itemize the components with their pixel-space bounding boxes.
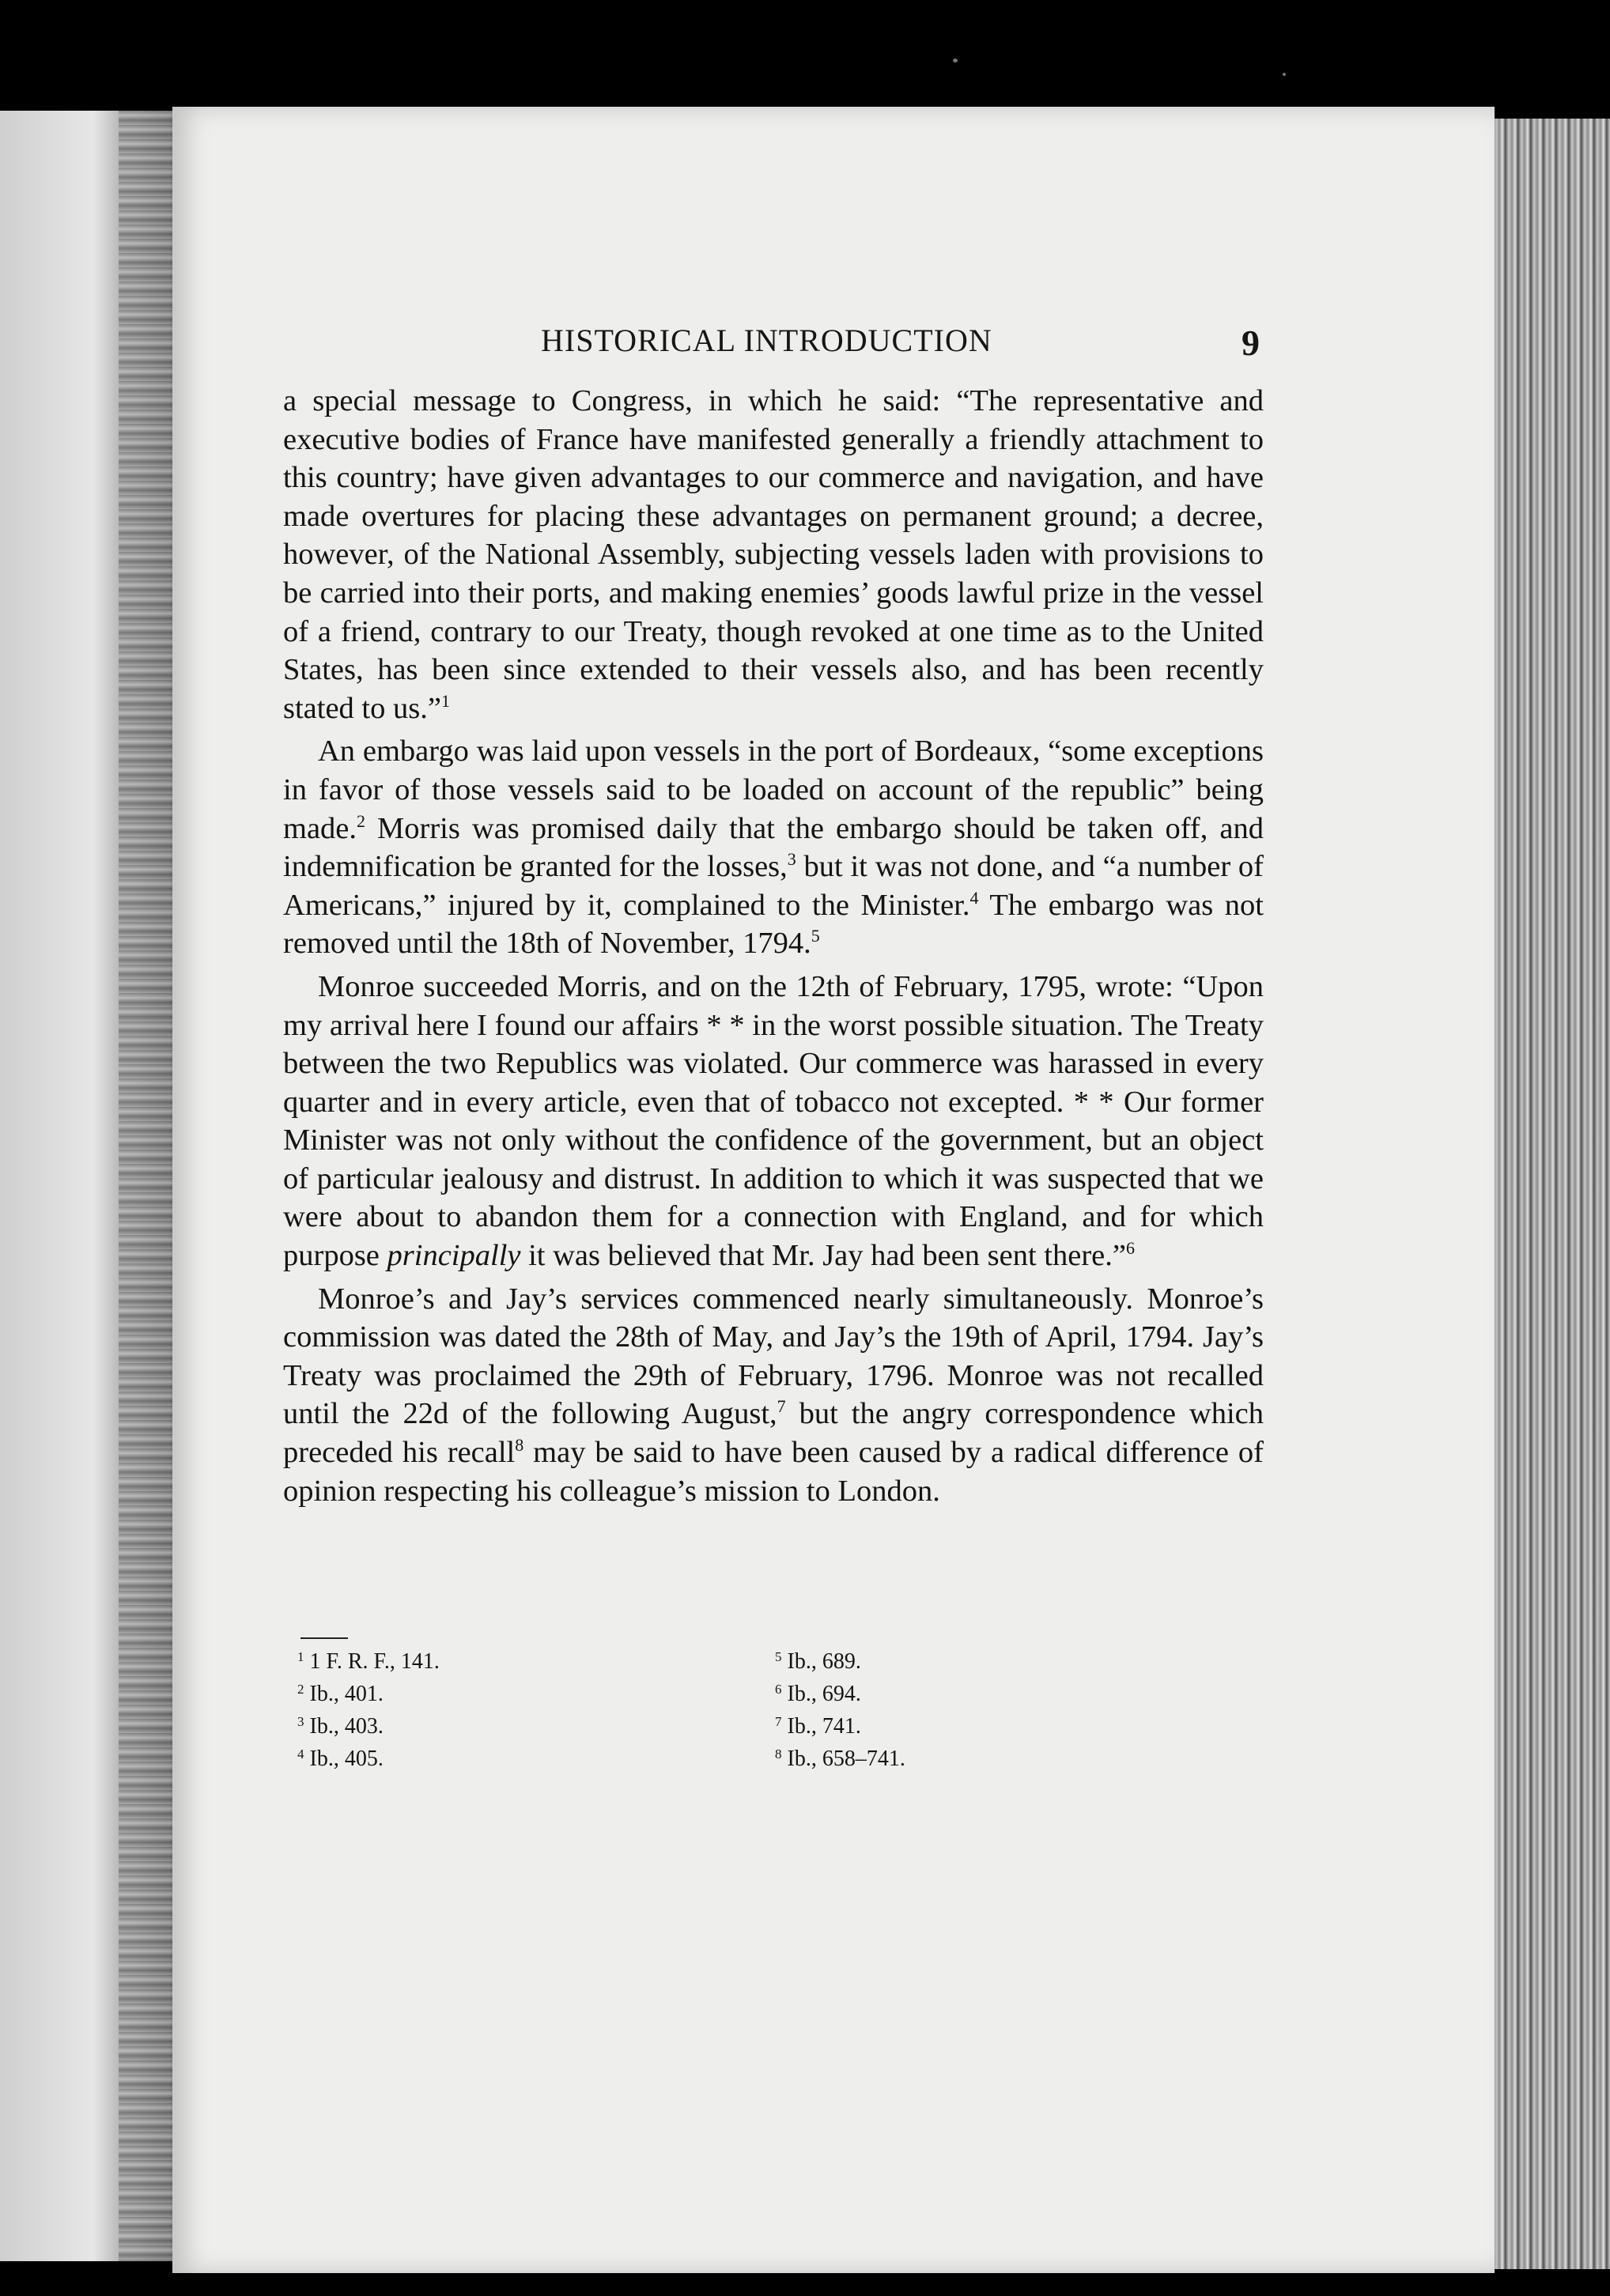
footnote-text: Ib., 403. bbox=[304, 1714, 384, 1739]
footnote-text: 1 F. R. F., 141. bbox=[304, 1649, 440, 1674]
paragraph bbox=[283, 382, 1264, 727]
footnote bbox=[775, 1678, 1186, 1710]
footnote-mark: 2 bbox=[297, 1682, 304, 1697]
paragraph bbox=[283, 968, 1264, 1275]
footnote-reference: 4 bbox=[969, 887, 979, 908]
footnote-text: Ib., 401. bbox=[304, 1682, 384, 1706]
paragraph-text: may be said to have been caused by a radical difference of opinion respecting his colleague’s mission to London. bbox=[283, 1436, 1264, 1508]
paragraph-text: but the angry correspondence which preceded his recall bbox=[283, 1397, 1264, 1470]
footnote-mark: 6 bbox=[775, 1682, 782, 1697]
paragraph-text: Monroe succeeded Morris, and on the 12th of February, 1795, wrote: “Upon my arrival here I found our affairs * * in the worst possible situation. The Treaty between the two Republics was violated. Our commerce was harassed in every quarter and in every article, even that of tobacco not excepted. * * Our former Minister was not only without the confidence of the government, but an object of particular jealousy and distrust. In addition to which it was suspected that we were about to abandon them for a connection with England, and for which purpose bbox=[283, 969, 1264, 1273]
paragraph-text: but it was not done, and “a number of Americans,” injured by it, complained to the Minister. bbox=[283, 850, 1264, 922]
page-stack-edges bbox=[1493, 119, 1610, 2269]
footnote-mark: 4 bbox=[297, 1747, 304, 1762]
footnote-mark: 5 bbox=[775, 1649, 782, 1664]
footnotes-right-column bbox=[775, 1645, 1186, 1775]
page-header bbox=[172, 322, 1495, 369]
book-page bbox=[172, 107, 1495, 2273]
footnote bbox=[297, 1743, 709, 1775]
footnote-reference: 3 bbox=[787, 849, 796, 870]
body-text bbox=[283, 382, 1264, 1510]
footnote-text: Ib., 689. bbox=[781, 1649, 861, 1674]
paragraph-text: Monroe’s and Jay’s services commenced nearly simultaneously. Monroe’s commission was dated the 28th of May, and Jay’s the 19th of April, 1794. Jay’s Treaty was proclaimed the 29th of February, 1796. Monroe was not recalled until the 22d of the following August, bbox=[283, 1282, 1264, 1431]
paragraph-text: An embargo was laid upon vessels in the port of Bordeaux, “some exceptions in favor of those vessels said to be loaded on account of the republic” being made. bbox=[283, 734, 1264, 845]
footnote bbox=[775, 1743, 1186, 1775]
paragraph-text: Morris was promised daily that the embargo should be taken off, and indemnification be granted for the losses, bbox=[283, 811, 1264, 884]
paragraph bbox=[283, 1280, 1264, 1511]
footnote bbox=[297, 1678, 709, 1710]
scan-speck bbox=[953, 59, 958, 62]
page-number: 9 bbox=[1242, 323, 1260, 363]
footnote-mark: 7 bbox=[775, 1714, 782, 1729]
paragraph-text: a special message to Congress, in which he said: “The representative and executive bodies of France have manifested generally a friendly attachment to this country; have given advantages to our commerce and navigation, and have made overtures for placing these advantages on permanent ground; a decree, however, of the National Assembly, subjecting vessels laden with provisions to be carried into their ports, and making enemies’ goods lawful prize in the vessel of a friend, contrary to our Treaty, though revoked at one time as to the United States, has been since extended to their vessels also, and has been recently stated to us.” bbox=[283, 384, 1264, 725]
footnote-mark: 3 bbox=[297, 1714, 304, 1729]
footnote-reference: 2 bbox=[357, 810, 365, 831]
footnote-rule bbox=[300, 1637, 348, 1639]
footnote-text: Ib., 694. bbox=[781, 1682, 861, 1706]
footnote-reference: 6 bbox=[1125, 1238, 1135, 1259]
footnote-reference: 5 bbox=[811, 926, 820, 946]
scan-speck bbox=[1283, 73, 1286, 76]
footnote bbox=[775, 1710, 1186, 1743]
emphasis-text: principally bbox=[387, 1239, 521, 1273]
footnote-text: Ib., 405. bbox=[304, 1747, 384, 1771]
book-gutter bbox=[119, 111, 174, 2261]
paragraph-text: The embargo was not removed until the 18th of November, 1794. bbox=[283, 888, 1264, 961]
footnote bbox=[297, 1710, 709, 1743]
paragraph bbox=[283, 732, 1264, 963]
footnotes-left-column bbox=[297, 1645, 709, 1775]
footnote-reference: 7 bbox=[777, 1396, 786, 1417]
running-head: HISTORICAL INTRODUCTION bbox=[541, 323, 992, 358]
footnote-reference: 8 bbox=[515, 1435, 524, 1456]
footnote-text: Ib., 741. bbox=[781, 1714, 861, 1739]
footnote bbox=[297, 1645, 709, 1678]
footnote-text: Ib., 658–741. bbox=[781, 1747, 905, 1771]
paragraph-text: it was believed that Mr. Jay had been sent there.” bbox=[520, 1239, 1126, 1273]
footnote bbox=[775, 1645, 1186, 1678]
footnote-reference: 1 bbox=[440, 690, 450, 711]
footnote-mark: 8 bbox=[775, 1747, 782, 1762]
footnote-mark: 1 bbox=[297, 1649, 304, 1664]
